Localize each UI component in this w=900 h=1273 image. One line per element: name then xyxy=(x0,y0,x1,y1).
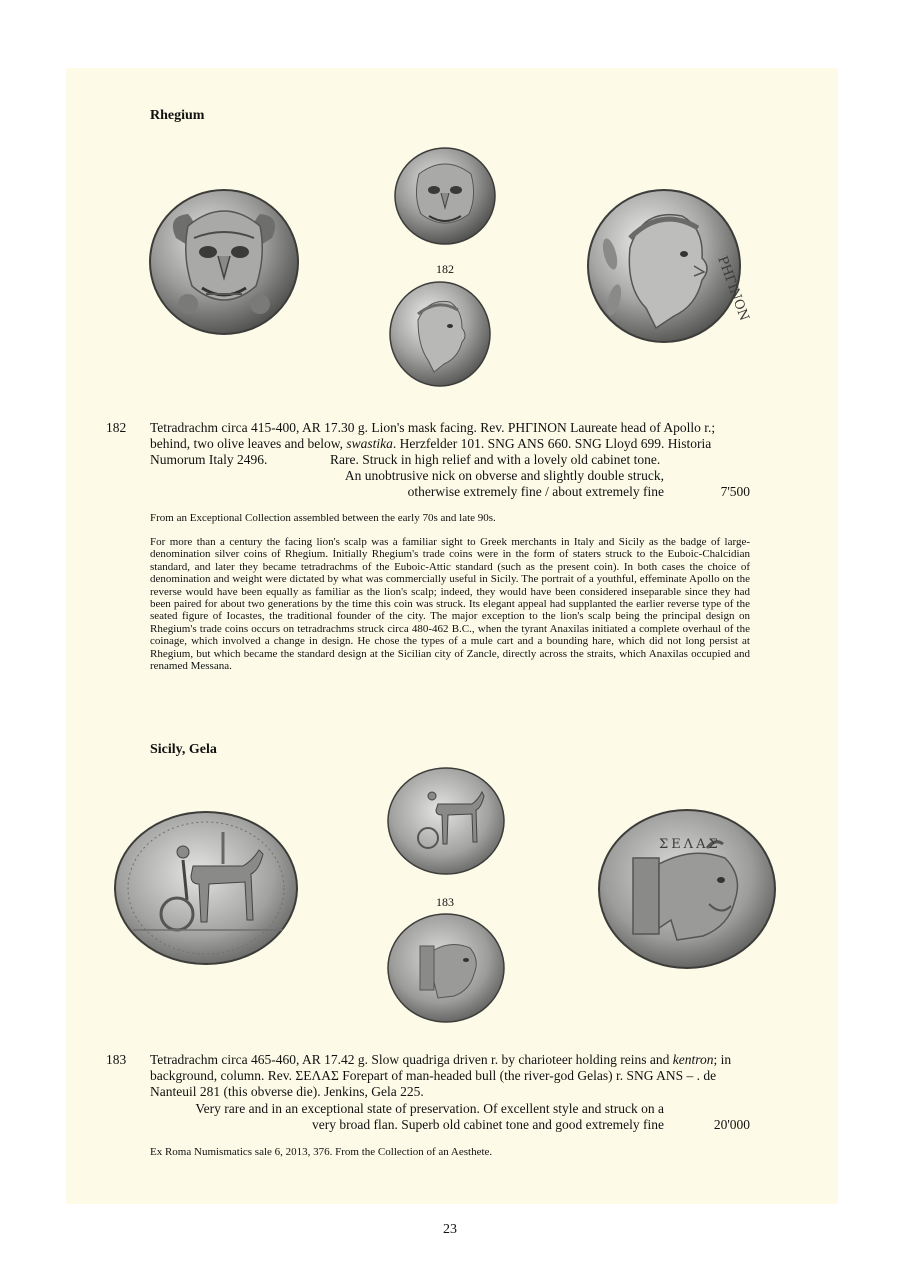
lot-182-grade-line2: An unobtrusive nick on obverse and slightly double struck, xyxy=(344,468,664,483)
lot-183-grade-line2: very broad flan. Superb old cabinet tone and good extremely fine xyxy=(311,1117,664,1132)
lot-number-183: 183 xyxy=(106,1052,127,1067)
lot-183-desc-line2: background, column. Rev. ΣΕΛΑΣ Forepart of man-headed bull (the river-god Gelas) r. SNG ANS – . de xyxy=(150,1068,717,1083)
lot-182-desc-line2 xyxy=(150,436,750,452)
lot-183-grade-line1: Very rare and in an exceptional state of preservation. Of excellent style and struck on a xyxy=(195,1101,664,1116)
lot-182-grade-line3: otherwise extremely fine / about extremely fine xyxy=(407,484,664,499)
coin-182-obverse-large[interactable] xyxy=(148,186,300,338)
lot-182-desc-line3 xyxy=(150,452,750,468)
lot-183-price: 20'000 xyxy=(713,1117,750,1132)
coin-182-reverse-small[interactable] xyxy=(388,280,492,388)
lot-183-desc-italic: kentron xyxy=(672,1052,714,1067)
section-title-rhegium: Rhegium xyxy=(150,108,205,123)
lot-183-provenance: Ex Roma Numismatics sale 6, 2013, 376. From the Collection of an Aesthete. xyxy=(150,1146,493,1158)
lot-182-desc-line1: Tetradrachm circa 415-400, AR 17.30 g. Lion's mask facing. Rev. ΡΗΓΙΝΟΝ Laureate head of Apollo r.; xyxy=(150,420,716,435)
coin-183-reverse-legend: ΣΕΛΑΣ xyxy=(659,837,721,852)
coin-183-reverse-large[interactable] xyxy=(597,808,777,970)
coin-183-obverse-small[interactable] xyxy=(386,766,506,876)
coin-182-obverse-small[interactable] xyxy=(393,146,497,246)
coin-caption-183: 183 xyxy=(436,895,454,909)
lot-183-description xyxy=(150,1052,750,1100)
lot-182-desc-italic: swastika xyxy=(346,436,393,451)
lot-182-grade-line1: Rare. Struck in high relief and with a lovely old cabinet tone. xyxy=(330,452,661,467)
lot-182-description xyxy=(150,420,750,468)
lot-182-desc-line2b: . Herzfelder 101. SNG ANS 660. SNG Lloyd 699. Historia xyxy=(392,436,712,451)
coin-183-obverse-large[interactable] xyxy=(113,810,299,966)
lot-182-note: For more than a century the facing lion's scalp was a familiar sight to Greek merchants in Italy and Sicily as the badge of large-denomination silver coins of Rhegium. Initially Rhegium's trade coins were in the form of staters struck to the Euboic-Chalcidian standard, and later they became tetradrachms of the Euboic-Attic standard (such as the present coin). In both cases the choice of denomination and weight were dictated by what was commercially useful in Sicily. The portrait of a youthful, effeminate Apollo on the reverse would have been equally as familiar as the lion's scalp; indeed, they would have been considered inseparable since they had been paired for about two generations by the time this coin was struck. Its elegant appeal had supplanted the earlier reverse type of the seated figure of Iocastes, the traditional founder of the city. The major exception to the lion's scalp being the principal design on Rhegium's trade coins occurs on tetradrachms struck circa 480-462 B.C., when the tyrant Anaxilas initiated a complete overhaul of the coinage, which involved a change in design. He chose the types of a mule cart and a bounding hare, which did not long persist at Rhegium, but which became the standard design at the Sicilian city of Zancle, directly across the straits, which Anaxilas occupied and renamed Messana. xyxy=(150,536,750,673)
page-number: 23 xyxy=(443,1222,457,1237)
coin-caption-182: 182 xyxy=(436,262,454,276)
lot-182-price: 7'500 xyxy=(720,484,750,499)
coin-183-reverse-small[interactable] xyxy=(386,912,506,1024)
lot-183-desc-line3: Nanteuil 281 (this obverse die). Jenkins, Gela 225. xyxy=(150,1084,424,1099)
lot-183-desc-line1b: ; in xyxy=(713,1052,732,1067)
lot-183-desc-line1a: Tetradrachm circa 465-460, AR 17.42 g. Slow quadriga driven r. by charioteer holding reins and xyxy=(150,1052,673,1067)
lot-182-desc-line2a: behind, two olive leaves and below, xyxy=(150,436,347,451)
lot-183-desc-line1 xyxy=(150,1052,750,1068)
lot-182-provenance: From an Exceptional Collection assembled between the early 70s and late 90s. xyxy=(150,512,496,524)
coin-182-reverse-large[interactable] xyxy=(586,188,752,344)
coin-182-reverse-legend: ΡΗΓΙΝΟΝ xyxy=(714,254,752,323)
lot-number-182: 182 xyxy=(106,420,127,435)
section-title-gela: Sicily, Gela xyxy=(150,742,217,757)
lot-182-desc-line3-text: Numorum Italy 2496. xyxy=(150,452,268,467)
